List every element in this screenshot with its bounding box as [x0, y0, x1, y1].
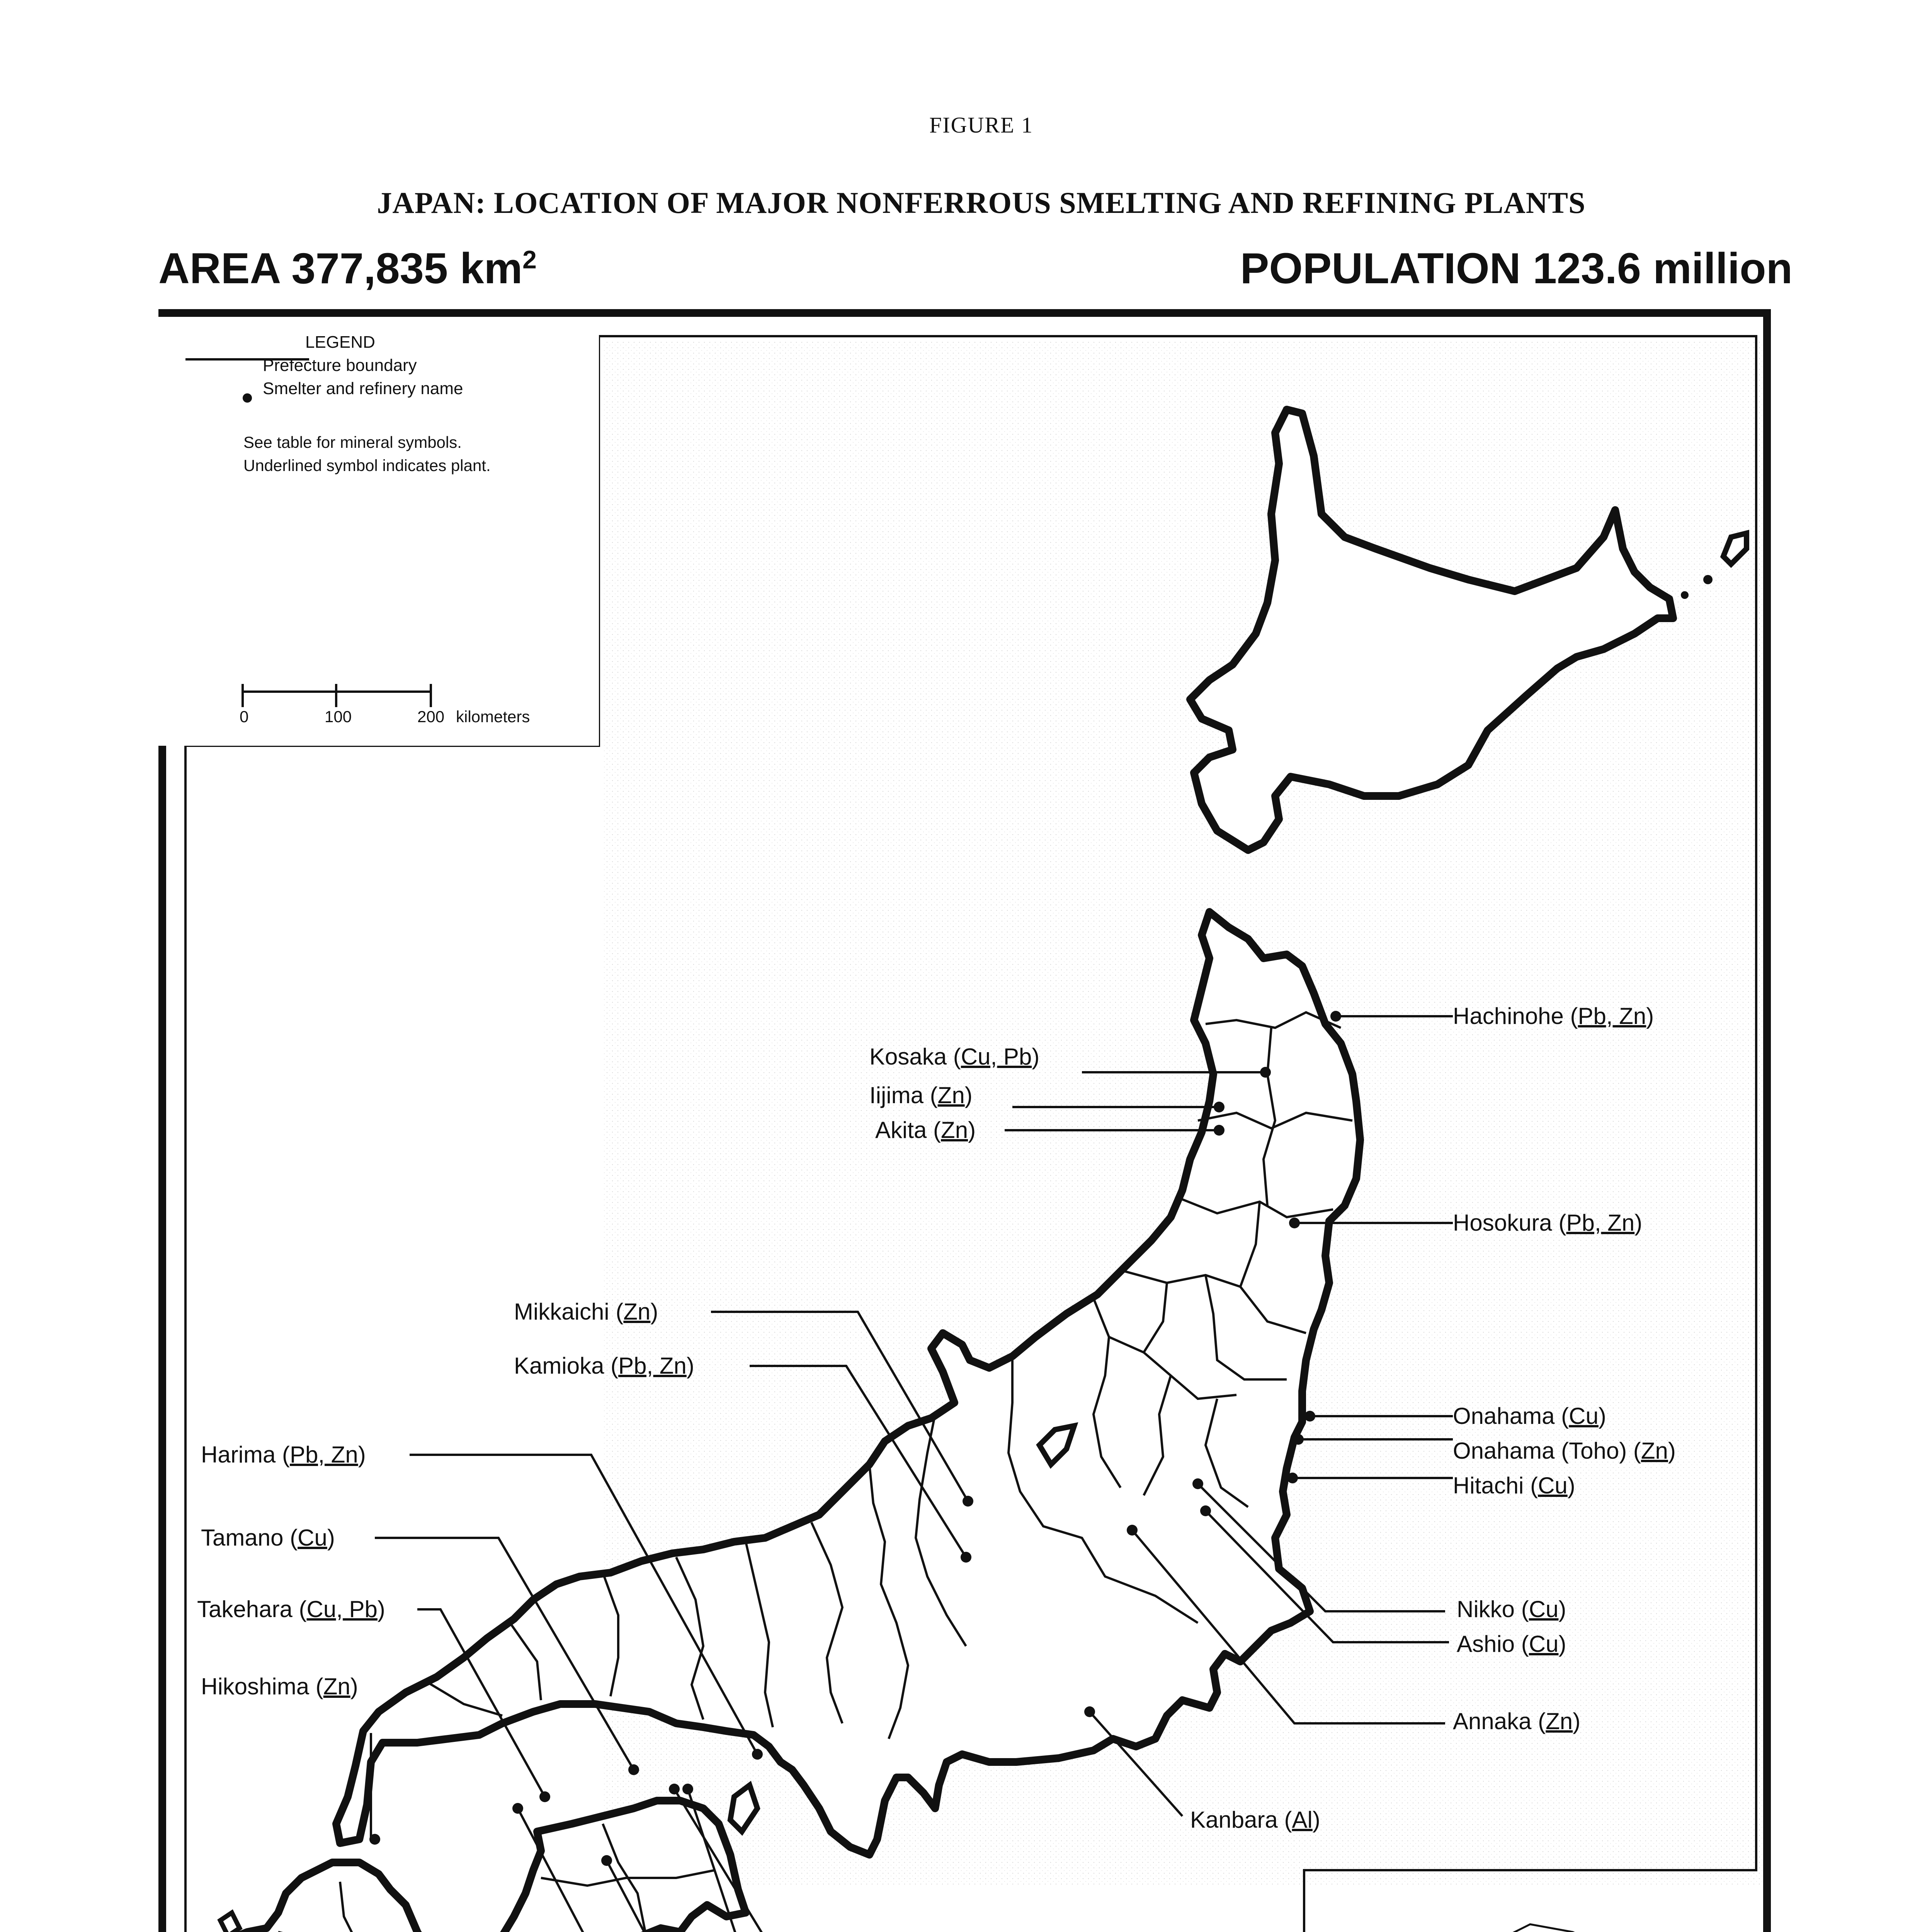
- plant-name: Kanbara: [1190, 1807, 1278, 1833]
- plant-symbols: Pb, Zn: [290, 1442, 358, 1468]
- plant-symbols: Cu: [1569, 1403, 1599, 1429]
- plant-name: Kamioka: [514, 1353, 604, 1379]
- population-value: 123.6 million: [1532, 244, 1793, 293]
- plant-name: Tamano: [201, 1525, 284, 1551]
- plant-label-hitachi: Hitachi (Cu): [1453, 1473, 1575, 1498]
- scale-tick-100: 100: [325, 707, 352, 726]
- scale-tick-0: 0: [240, 707, 249, 726]
- plant-symbols: Zn: [623, 1299, 651, 1325]
- goto-islands: [209, 1913, 240, 1932]
- area-value: 377,835 km: [291, 244, 523, 293]
- plant-symbols: Cu: [1529, 1596, 1559, 1622]
- plant-label-kamioka: Kamioka (Pb, Zn): [514, 1353, 694, 1379]
- plant-label-onahama: Onahama (Cu): [1453, 1403, 1606, 1429]
- legend: [185, 332, 599, 746]
- legend-item-plant: [185, 379, 463, 399]
- plant-label-kanbara: Kanbara (Al): [1190, 1807, 1320, 1833]
- legend-item-boundary: [185, 355, 417, 376]
- plant-label-annaka: Annaka (Zn): [1453, 1708, 1581, 1734]
- plant-symbols: Pb, Zn: [618, 1353, 687, 1379]
- plant-name: Onahama (Toho): [1453, 1438, 1627, 1464]
- plant-label-hosokura: Hosokura (Pb, Zn): [1453, 1210, 1643, 1236]
- plant-label-hikoshima: Hikoshima (Zn): [201, 1673, 358, 1699]
- plant-symbols: Al: [1292, 1807, 1313, 1833]
- map-title: JAPAN: LOCATION OF MAJOR NONFERROUS SMELTING AND REFINING PLANTS: [377, 186, 1586, 219]
- scale-tick-200: 200: [417, 707, 445, 726]
- plant-label-mikkaichi: Mikkaichi (Zn): [514, 1299, 658, 1325]
- plant-symbols: Zn: [1546, 1708, 1573, 1734]
- scale-unit: kilometers: [456, 707, 530, 726]
- plant-label-akita: Akita (Zn): [875, 1117, 976, 1143]
- figure-number: FIGURE 1: [929, 112, 1033, 138]
- plant-label-ashio: Ashio (Cu): [1457, 1631, 1566, 1657]
- plant-symbols: Cu, Pb: [961, 1044, 1032, 1070]
- plant-name: Harima: [201, 1442, 276, 1468]
- plant-name: Hosokura: [1453, 1210, 1552, 1236]
- plant-label-tamano: Tamano (Cu): [201, 1525, 335, 1551]
- plant-symbols: Zn: [1641, 1438, 1668, 1464]
- plant-label-kosaka: Kosaka (Cu, Pb): [869, 1044, 1040, 1070]
- legend-item-label: Smelter and refinery name: [263, 379, 463, 398]
- area-superscript: 2: [522, 245, 537, 274]
- plant-symbols: Zn: [941, 1117, 968, 1143]
- plant-symbols: Cu: [1529, 1631, 1559, 1657]
- plant-label-takehara: Takehara (Cu, Pb): [197, 1596, 385, 1622]
- asia-inset-map: [1306, 1924, 1708, 1932]
- plant-symbols: Zn: [323, 1673, 350, 1699]
- area-label: AREA: [158, 244, 280, 293]
- plant-label-onahama-toho: Onahama (Toho) (Zn): [1453, 1438, 1676, 1464]
- plant-symbols: Cu: [298, 1525, 327, 1551]
- kuril-island-3: [1681, 591, 1689, 599]
- plant-name: Hitachi: [1453, 1473, 1524, 1498]
- plant-symbols: Pb, Zn: [1566, 1210, 1635, 1236]
- plant-symbols: Zn: [937, 1082, 965, 1108]
- population-label: POPULATION: [1240, 244, 1521, 293]
- kyushu-island: [228, 1862, 429, 1932]
- plant-symbols: Cu: [1538, 1473, 1568, 1498]
- legend-note-underline: Underlined symbol indicates plant.: [243, 456, 491, 474]
- legend-item-label: Prefecture boundary: [263, 356, 417, 375]
- plant-label-iijima: Iijima (Zn): [869, 1082, 973, 1108]
- plant-name: Nikko: [1457, 1596, 1515, 1622]
- plant-name: Annaka: [1453, 1708, 1532, 1734]
- plant-name: Iijima: [869, 1082, 924, 1108]
- kuril-island-2: [1703, 575, 1713, 584]
- plant-name: Hikoshima: [201, 1673, 310, 1699]
- plant-name: Mikkaichi: [514, 1299, 609, 1325]
- legend-heading: LEGEND: [305, 333, 375, 352]
- plant-name: Akita: [875, 1117, 927, 1143]
- plant-label-hachinohe: Hachinohe (Pb, Zn): [1453, 1003, 1654, 1029]
- plant-name: Onahama: [1453, 1403, 1555, 1429]
- plant-name: Hachinohe: [1453, 1003, 1564, 1029]
- plant-name: Kosaka: [869, 1044, 947, 1070]
- legend-note-symbols: See table for mineral symbols.: [243, 433, 462, 451]
- plant-name: Takehara: [197, 1596, 293, 1622]
- plant-label-nikko: Nikko (Cu): [1457, 1596, 1566, 1622]
- plant-label-harima: Harima (Pb, Zn): [201, 1442, 366, 1468]
- plant-symbols: Pb, Zn: [1578, 1003, 1646, 1029]
- shikoku-island: [502, 1801, 746, 1932]
- plant-name: Ashio: [1457, 1631, 1515, 1657]
- plant-symbols: Cu, Pb: [306, 1596, 378, 1622]
